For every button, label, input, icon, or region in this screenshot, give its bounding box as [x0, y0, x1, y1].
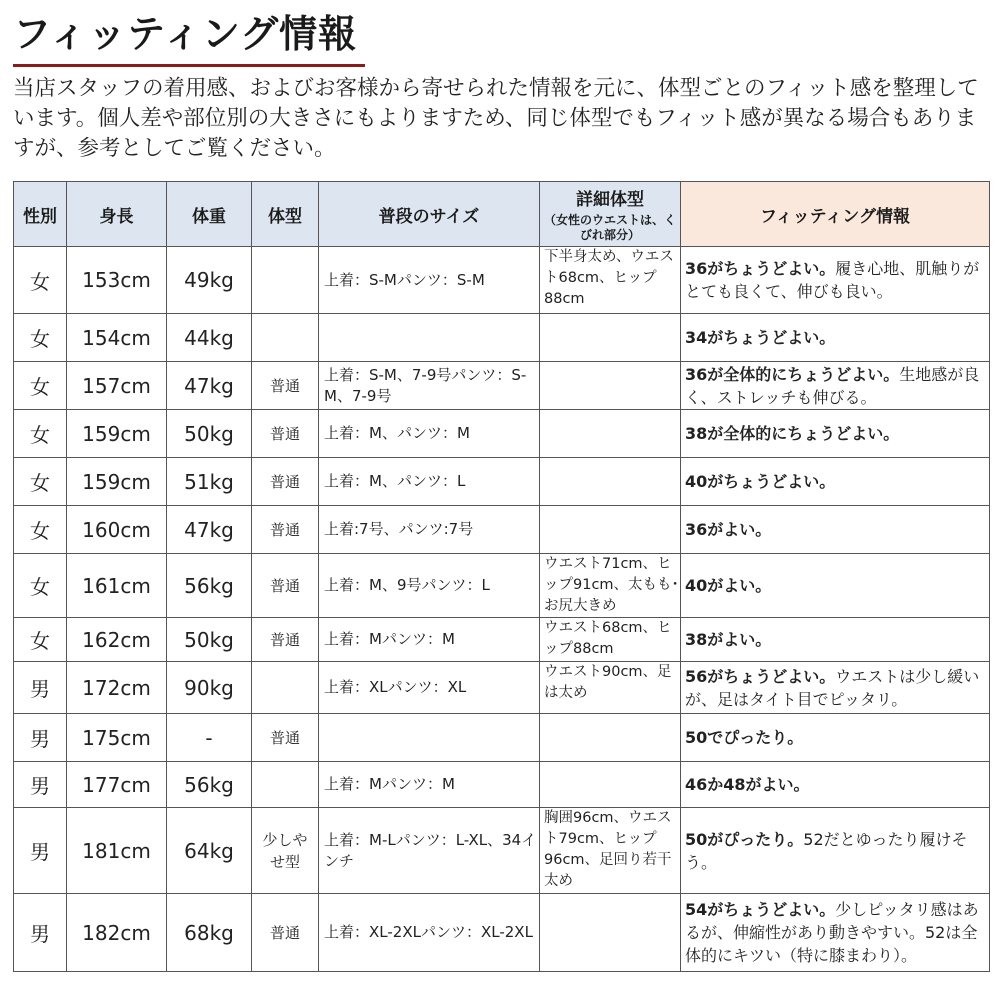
- cell-sex: 男: [14, 808, 67, 894]
- size-line-2: パンツ：L: [421, 576, 490, 594]
- table-row: [14, 554, 990, 618]
- cell-weight: 64kg: [167, 808, 252, 894]
- cell-height: 153cm: [67, 247, 167, 314]
- header-body-type: 体型: [252, 182, 319, 247]
- cell-body-type: 普通: [252, 458, 319, 506]
- cell-body-type: 少しやせ型: [252, 808, 319, 894]
- size-line-1: 上着:7号、パンツ:7号: [324, 520, 474, 538]
- cell-detail: ウエスト71cm、ヒップ91cm、太もも･お尻大きめ: [540, 554, 681, 618]
- size-line-2: パンツ：XL-2XL: [420, 923, 533, 941]
- cell-sex: 男: [14, 714, 67, 762]
- fitting-comment: ウエストは少し緩いが、足はタイト目でピッタリ。: [685, 666, 980, 709]
- cell-sex: 女: [14, 506, 67, 554]
- cell-usual-size: [319, 554, 540, 618]
- fitting-highlight: 36がちょうどよい。: [685, 259, 836, 278]
- cell-height: 157cm: [67, 362, 167, 410]
- table-row: [14, 314, 990, 362]
- cell-weight: 50kg: [167, 618, 252, 662]
- table-row: [14, 662, 990, 714]
- cell-height: 177cm: [67, 762, 167, 808]
- cell-sex: 女: [14, 247, 67, 314]
- size-line-1: 上着：M: [324, 775, 382, 793]
- cell-fitting: [681, 762, 990, 808]
- title-block: [13, 8, 357, 60]
- cell-detail: [540, 362, 681, 410]
- table-row: [14, 506, 990, 554]
- header-fitting: フィッティング情報: [681, 182, 990, 247]
- cell-fitting: [681, 808, 990, 894]
- cell-usual-size: [319, 762, 540, 808]
- size-line-1: 上着：S-M、7-9号: [324, 365, 452, 384]
- size-line-1: 上着：XL-2XL: [324, 923, 421, 941]
- cell-fitting: [681, 894, 990, 972]
- cell-height: 161cm: [67, 554, 167, 618]
- cell-height: 162cm: [67, 618, 167, 662]
- fitting-comment: 生地感が良く、ストレッチも伸びる。: [685, 364, 980, 407]
- cell-usual-size: [319, 662, 540, 714]
- cell-sex: 女: [14, 410, 67, 458]
- cell-detail: [540, 506, 681, 554]
- fitting-highlight: 38がよい。: [685, 630, 772, 649]
- cell-height: 160cm: [67, 506, 167, 554]
- cell-weight: 51kg: [167, 458, 252, 506]
- fitting-highlight: 36が全体的にちょうどよい。: [685, 364, 900, 384]
- cell-usual-size: [319, 458, 540, 506]
- cell-body-type: [252, 762, 319, 808]
- cell-sex: 女: [14, 314, 67, 362]
- cell-usual-size: [319, 506, 540, 554]
- header-detail-note: （女性のウエストは、くびれ部分）: [543, 213, 676, 242]
- title-underline: [13, 64, 365, 67]
- cell-sex: 女: [14, 458, 67, 506]
- cell-usual-size: [319, 894, 540, 972]
- cell-body-type: 普通: [252, 714, 319, 762]
- table-row: [14, 362, 990, 410]
- cell-sex: 男: [14, 762, 67, 808]
- size-line-2: パンツ：XL: [387, 678, 467, 696]
- header-usual-size: 普段のサイズ: [319, 182, 540, 247]
- cell-detail: [540, 714, 681, 762]
- cell-fitting: [681, 714, 990, 762]
- fitting-comment: 52だとゆったり履けそう。: [685, 829, 968, 872]
- fitting-highlight: 36がよい。: [685, 520, 772, 539]
- table-row: [14, 894, 990, 972]
- size-line-2: パンツ：M: [381, 630, 455, 648]
- cell-detail: [540, 314, 681, 362]
- fitting-comment: 履き心地、肌触りがとても良くて、伸びも良い。: [685, 259, 980, 301]
- cell-fitting: [681, 362, 990, 410]
- cell-detail: [540, 894, 681, 972]
- cell-usual-size: [319, 314, 540, 362]
- cell-body-type: 普通: [252, 506, 319, 554]
- cell-body-type: [252, 247, 319, 314]
- cell-detail: [540, 410, 681, 458]
- fitting-comment: 少しピッタリ感はあるが、伸縮性があり動きやすい。52は全体的にキツい（特に膝まわり）。: [685, 900, 979, 965]
- cell-usual-size: [319, 714, 540, 762]
- cell-sex: 男: [14, 894, 67, 972]
- cell-fitting: [681, 506, 990, 554]
- cell-weight: 90kg: [167, 662, 252, 714]
- cell-sex: 男: [14, 662, 67, 714]
- cell-weight: 49kg: [167, 247, 252, 314]
- cell-detail: [540, 762, 681, 808]
- cell-weight: 50kg: [167, 410, 252, 458]
- cell-detail: ウエスト90cm、足は太め: [540, 662, 681, 714]
- cell-fitting: [681, 410, 990, 458]
- table-row: [14, 410, 990, 458]
- header-height: 身長: [67, 182, 167, 247]
- cell-height: 181cm: [67, 808, 167, 894]
- fitting-highlight: 34がちょうどよい。: [685, 328, 836, 347]
- cell-usual-size: [319, 247, 540, 314]
- cell-height: 172cm: [67, 662, 167, 714]
- cell-usual-size: [319, 808, 540, 894]
- cell-sex: 女: [14, 554, 67, 618]
- header-detail: [540, 182, 681, 247]
- fitting-highlight: 38が全体的にちょうどよい。: [685, 424, 900, 443]
- size-line-1: 上着：M、パンツ：L: [324, 472, 466, 490]
- cell-body-type: 普通: [252, 618, 319, 662]
- cell-weight: -: [167, 714, 252, 762]
- table-body: [14, 247, 990, 972]
- table-row: [14, 247, 990, 314]
- header-weight: 体重: [167, 182, 252, 247]
- cell-height: 159cm: [67, 410, 167, 458]
- fitting-highlight: 50がぴったり。: [685, 829, 804, 849]
- fitting-table: [13, 181, 990, 972]
- cell-weight: 47kg: [167, 506, 252, 554]
- table-header-row: [14, 182, 990, 247]
- header-detail-label: 詳細体型: [576, 190, 644, 210]
- cell-usual-size: [319, 618, 540, 662]
- cell-height: 182cm: [67, 894, 167, 972]
- fitting-highlight: 46か48がよい。: [685, 775, 810, 794]
- cell-fitting: [681, 458, 990, 506]
- fitting-highlight: 56がちょうどよい。: [685, 666, 836, 686]
- cell-weight: 56kg: [167, 762, 252, 808]
- cell-height: 159cm: [67, 458, 167, 506]
- page-title: フィッティング情報: [13, 12, 358, 56]
- cell-body-type: 普通: [252, 894, 319, 972]
- intro-text: 当店スタッフの着用感、およびお客様から寄せられた情報を元に、体型ごとのフィット感を整理しています。個人差や部位別の大きさにもよりますため、同じ体型でもフィット感が異なる場合もありますが、参考としてご覧ください。: [13, 76, 979, 161]
- cell-usual-size: [319, 362, 540, 410]
- cell-body-type: [252, 662, 319, 714]
- cell-fitting: [681, 247, 990, 314]
- table-row: [14, 618, 990, 662]
- size-line-1: 上着：M、9号: [324, 576, 422, 594]
- cell-body-type: 普通: [252, 410, 319, 458]
- cell-weight: 44kg: [167, 314, 252, 362]
- cell-detail: [540, 458, 681, 506]
- cell-fitting: [681, 554, 990, 618]
- fitting-highlight: 54がちょうどよい。: [685, 900, 836, 919]
- cell-height: 175cm: [67, 714, 167, 762]
- cell-detail: 胸囲96cm、ウエスト79cm、ヒップ96cm、足回り若干太め: [540, 808, 681, 894]
- cell-usual-size: [319, 410, 540, 458]
- fitting-highlight: 40がちょうどよい。: [685, 472, 836, 491]
- size-line-2: パンツ：S-M: [396, 270, 485, 289]
- cell-fitting: [681, 314, 990, 362]
- size-line-1: 上着：M、パンツ：M: [324, 424, 470, 442]
- cell-body-type: 普通: [252, 554, 319, 618]
- fitting-highlight: 40がよい。: [685, 576, 772, 595]
- table-row: [14, 714, 990, 762]
- cell-weight: 56kg: [167, 554, 252, 618]
- table-row: [14, 808, 990, 894]
- size-line-1: 上着：M-L: [324, 830, 396, 849]
- size-line-2: パンツ：M: [381, 775, 455, 793]
- cell-body-type: 普通: [252, 362, 319, 410]
- size-line-2: パンツ：L-XL、34インチ: [324, 830, 537, 870]
- cell-sex: 女: [14, 618, 67, 662]
- cell-fitting: [681, 662, 990, 714]
- cell-body-type: [252, 314, 319, 362]
- size-line-1: 上着：M: [324, 630, 382, 648]
- table-row: [14, 458, 990, 506]
- cell-sex: 女: [14, 362, 67, 410]
- cell-fitting: [681, 618, 990, 662]
- cell-weight: 68kg: [167, 894, 252, 972]
- size-line-2: パンツ：S-M、7-9号: [324, 365, 527, 405]
- size-line-1: 上着：S-M: [324, 270, 397, 289]
- table-row: [14, 762, 990, 808]
- cell-weight: 47kg: [167, 362, 252, 410]
- fitting-highlight: 50でぴったり。: [685, 728, 804, 747]
- cell-detail: 下半身太め、ウエスト68cm、ヒップ88cm: [540, 247, 681, 314]
- header-sex: 性別: [14, 182, 67, 247]
- size-line-1: 上着：XL: [324, 678, 388, 696]
- cell-detail: ウエスト68cm、ヒップ88cm: [540, 618, 681, 662]
- cell-height: 154cm: [67, 314, 167, 362]
